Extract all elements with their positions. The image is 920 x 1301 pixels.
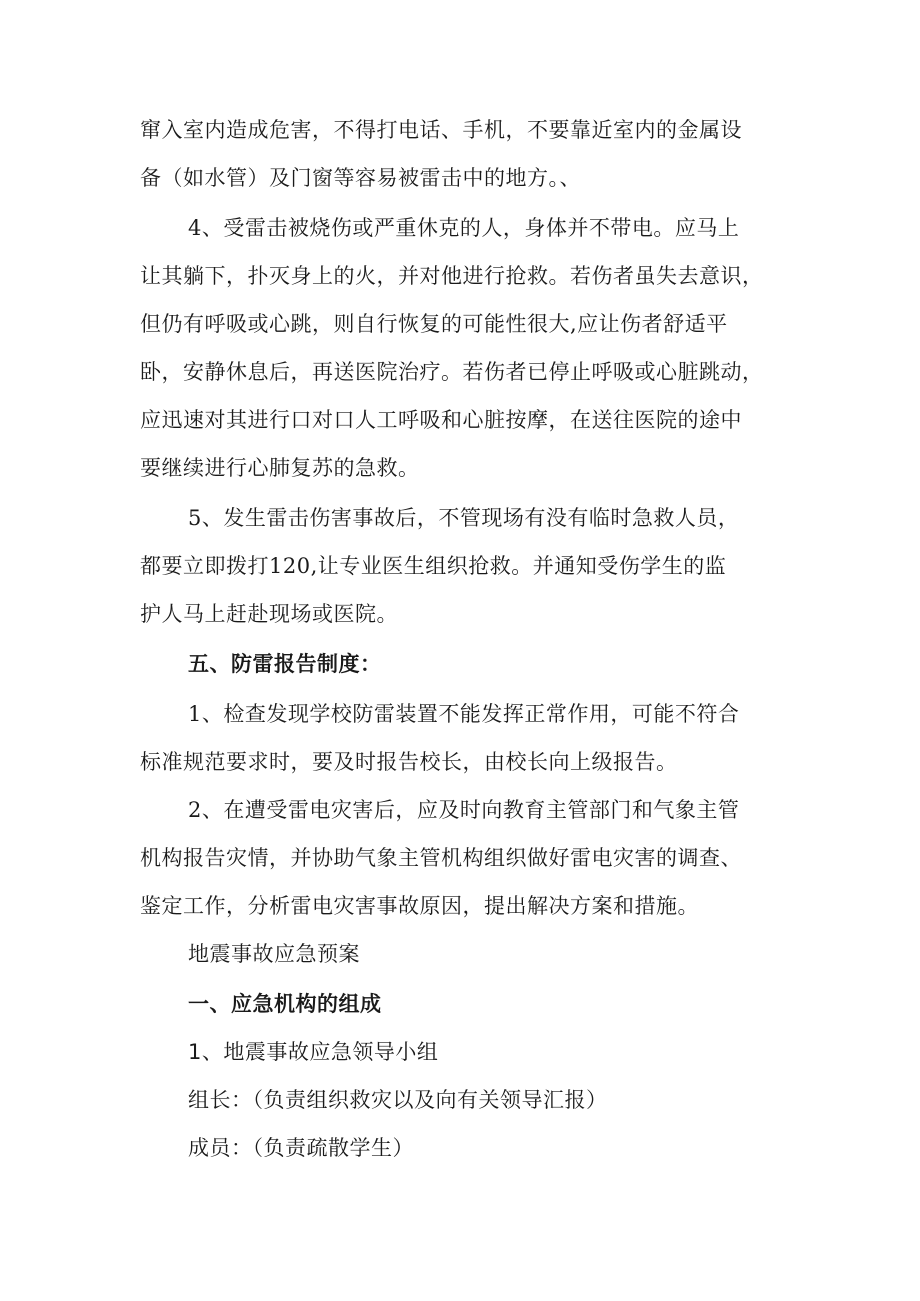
paragraph-line: 鉴定工作，分析雷电灾害事故原因，提出解决方案和措施。	[140, 894, 699, 918]
plan-title: 地震事故应急预案	[188, 942, 360, 966]
paragraph-line: 应迅速对其进行口对口人工呼吸和心脏按摩，在送往医院的途中	[140, 408, 742, 432]
paragraph-line: 护人马上赶赴现场或医院。	[140, 602, 398, 626]
paragraph-line: 卧，安静休息后，再送医院治疗。若伤者已停止呼吸或心脏跳动，	[140, 360, 764, 384]
paragraph-line: 标准规范要求时，要及时报告校长，由校长向上级报告。	[140, 750, 678, 774]
paragraph-line: 机构报告灾情，并协助气象主管机构组织做好雷电灾害的调查、	[140, 846, 742, 870]
paragraph-line: 4、受雷击被烧伤或严重休克的人，身体并不带电。应马上	[188, 216, 740, 240]
paragraph-line: 都要立即拨打120,让专业医生组织抢救。并通知受伤学生的监	[140, 554, 727, 578]
role-line-leader: 组长：（负责组织救灾以及向有关领导汇报）	[188, 1088, 608, 1112]
paragraph-line: 2、在遭受雷电灾害后，应及时向教育主管部门和气象主管	[188, 798, 740, 822]
paragraph-line: 窜入室内造成危害，不得打电话、手机，不要靠近室内的金属设	[140, 118, 742, 142]
paragraph-line: 1、检查发现学校防雷装置不能发挥正常作用，可能不符合	[188, 702, 740, 726]
paragraph-line: 让其躺下，扑灭身上的火，并对他进行抢救。若伤者虽失去意识，	[140, 264, 764, 288]
paragraph-line: 但仍有呼吸或心跳，则自行恢复的可能性很大,应让伤者舒适平	[140, 312, 728, 336]
section-heading: 一、应急机构的组成	[188, 992, 382, 1016]
paragraph-line: 5、发生雷击伤害事故后，不管现场有没有临时急救人员，	[188, 506, 740, 530]
role-line-members: 成员：（负责疏散学生）	[188, 1136, 414, 1160]
paragraph-line: 备（如水管）及门窗等容易被雷击中的地方。、	[140, 166, 581, 190]
section-heading: 五、防雷报告制度：	[188, 652, 382, 676]
paragraph-line: 要继续进行心肺复苏的急救。	[140, 456, 420, 480]
subsection-heading: 1、地震事故应急领导小组	[188, 1040, 439, 1064]
